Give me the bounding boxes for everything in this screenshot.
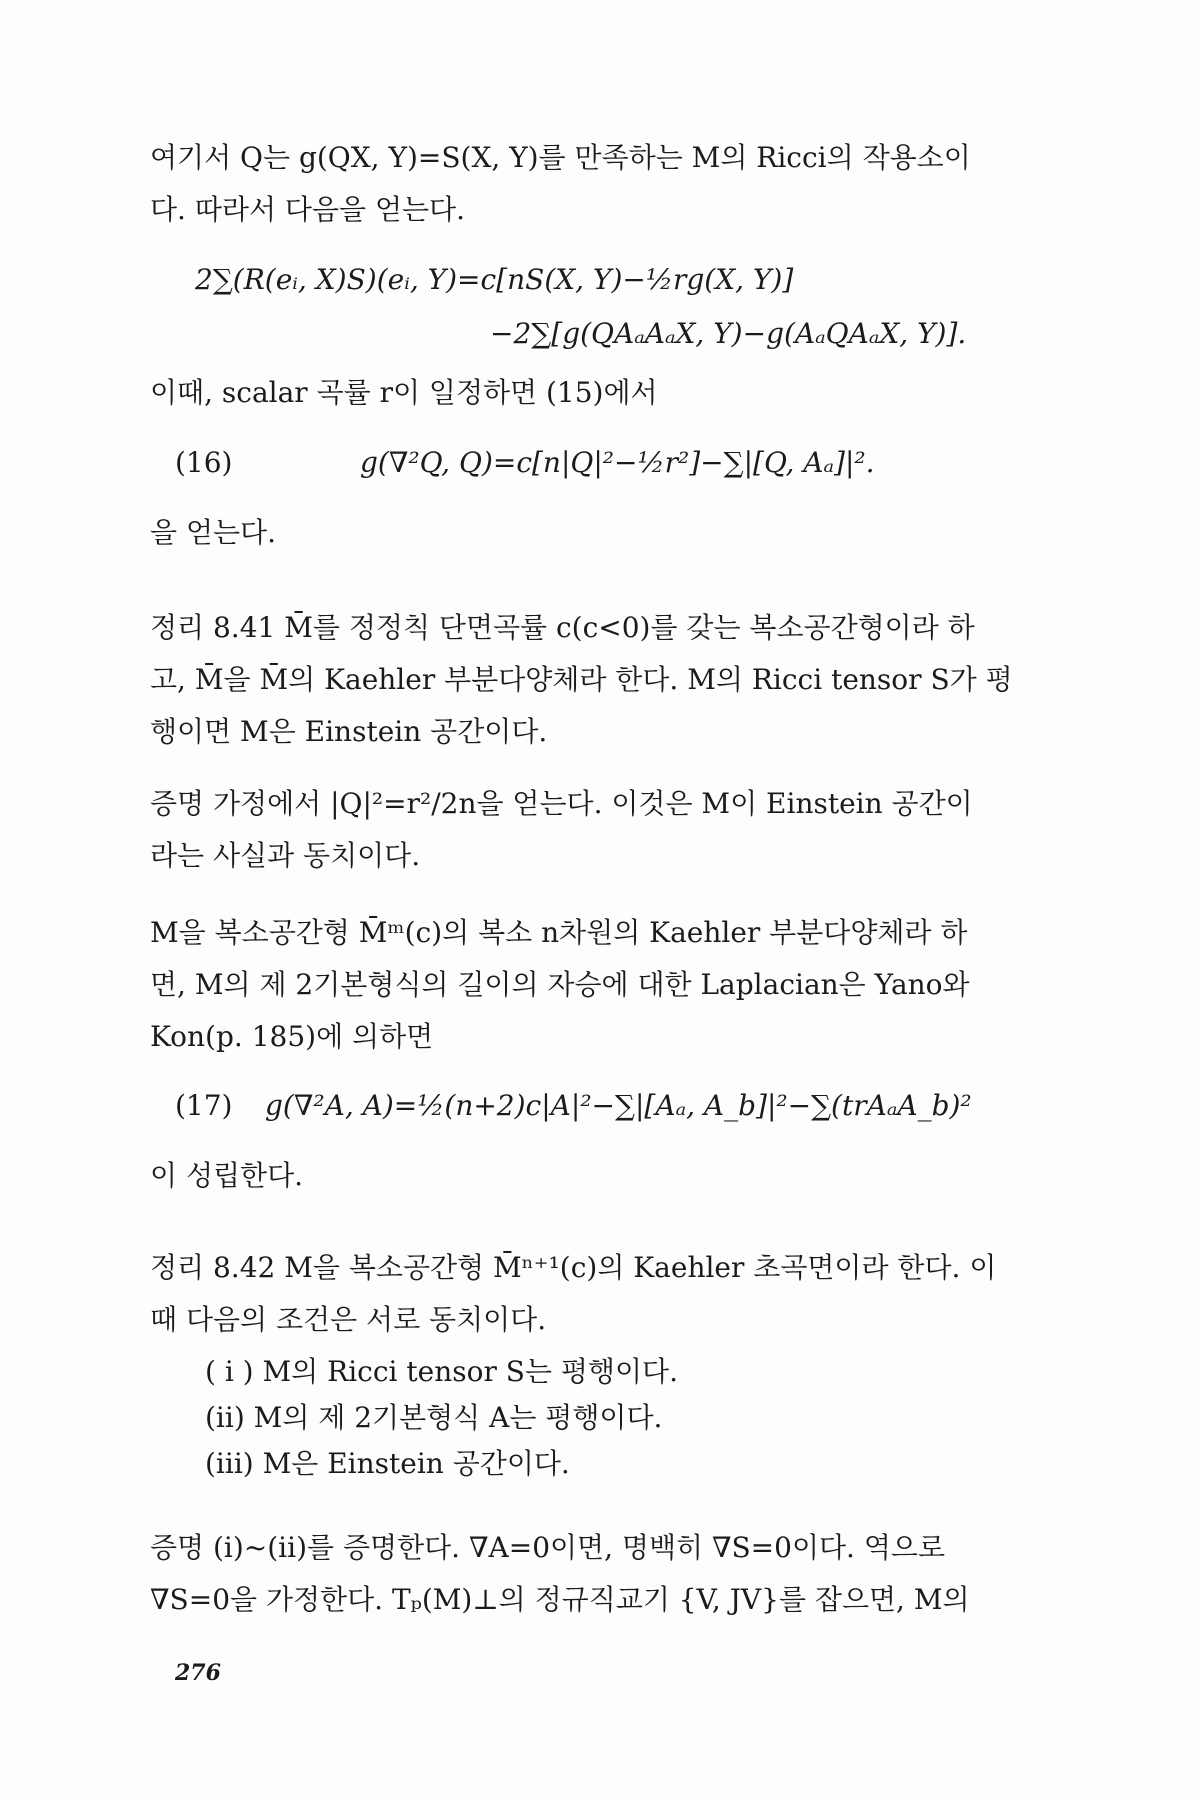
equation-line: 2∑(R(eᵢ, X)S)(eᵢ, Y)=c[nS(X, Y)−½rg(X, Y)]: [195, 263, 794, 296]
theorem-line: 정리 8.41 M̄를 정정칙 단면곡률 c(c<0)를 갖는 복소공간형이라 하: [150, 611, 975, 644]
text-line: 다. 따라서 다음을 얻는다.: [150, 193, 465, 226]
equation-line: g(∇²A, A)=½(n+2)c|A|²−∑|[Aₐ, A_b]|²−∑(trAₐA_b)²: [265, 1089, 972, 1122]
list-item: (ii) M의 제 2기본형식 A는 평행이다.: [205, 1401, 663, 1434]
theorem-line: 행이면 M은 Einstein 공간이다.: [150, 715, 548, 748]
text-line: 이때, scalar 곡률 r이 일정하면 (15)에서: [150, 376, 658, 409]
proof-line: 증명 가정에서 |Q|²=r²/2n을 얻는다. 이것은 M이 Einstein 공간이: [150, 787, 973, 820]
text-line: 을 얻는다.: [150, 516, 276, 549]
theorem-line: 때 다음의 조건은 서로 동치이다.: [150, 1303, 547, 1336]
proof-line: 라는 사실과 동치이다.: [150, 839, 421, 872]
list-item: (iii) M은 Einstein 공간이다.: [205, 1447, 570, 1480]
theorem-line: 고, M̄을 M̄의 Kaehler 부분다양체라 한다. M의 Ricci tensor S가 평: [150, 663, 1013, 696]
text-line: M을 복소공간형 M̄ᵐ(c)의 복소 n차원의 Kaehler 부분다양체라 하: [150, 916, 968, 949]
equation-line: g(∇²Q, Q)=c[n|Q|²−½r²]−∑|[Q, Aₐ]|².: [360, 446, 875, 479]
text-line: 여기서 Q는 g(QX, Y)=S(X, Y)를 만족하는 M의 Ricci의 작용소이: [150, 141, 971, 174]
text-line: 면, M의 제 2기본형식의 길이의 자승에 대한 Laplacian은 Yano와: [150, 968, 970, 1001]
proof-line: ∇S=0을 가정한다. Tₚ(M)⊥의 정규직교기 {V, JV}를 잡으면, M의: [150, 1583, 970, 1616]
page-number: 276: [175, 1660, 221, 1686]
text-line: Kon(p. 185)에 의하면: [150, 1020, 434, 1053]
equation-number: (17): [175, 1089, 233, 1122]
list-item: ( i ) M의 Ricci tensor S는 평행이다.: [205, 1355, 678, 1388]
text-line: 이 성립한다.: [150, 1159, 304, 1192]
equation-number: (16): [175, 446, 233, 479]
proof-line: 증명 (i)~(ii)를 증명한다. ∇A=0이면, 명백히 ∇S=0이다. 역으로: [150, 1531, 945, 1564]
theorem-line: 정리 8.42 M을 복소공간형 M̄ⁿ⁺¹(c)의 Kaehler 초곡면이라 한다. 이: [150, 1251, 997, 1284]
equation-line: −2∑[g(QAₐAₐX, Y)−g(AₐQAₐX, Y)].: [490, 317, 967, 350]
